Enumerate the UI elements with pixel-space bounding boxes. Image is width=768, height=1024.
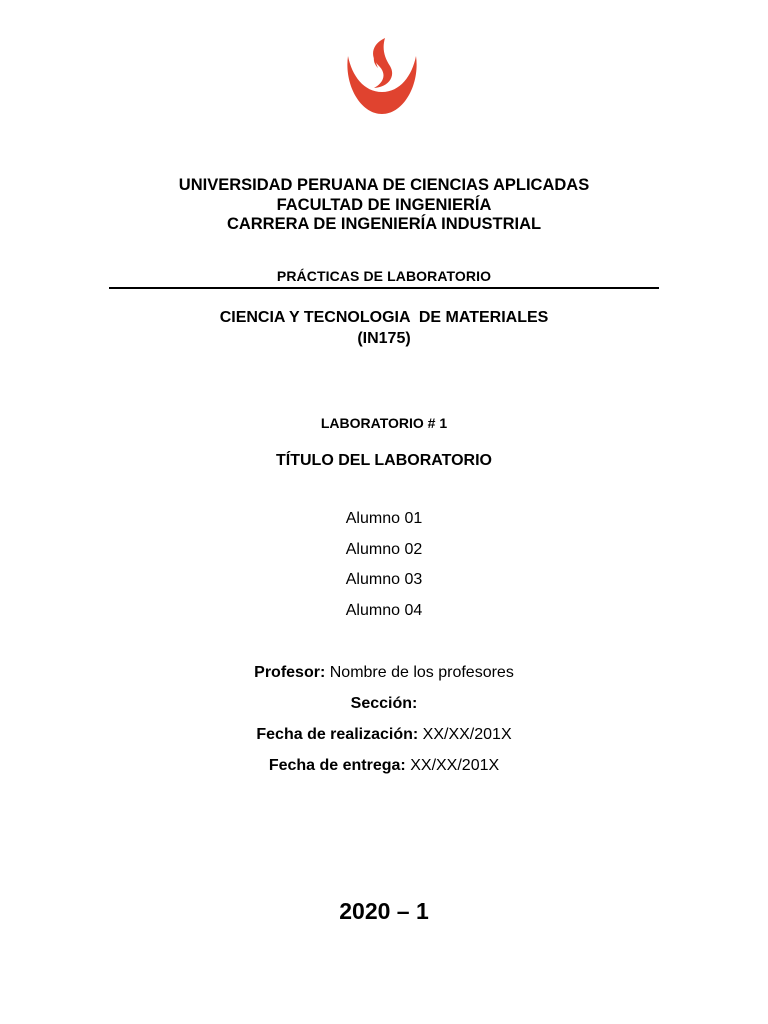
fecha-realizacion-value: XX/XX/201X bbox=[422, 726, 512, 743]
course-code: (IN175) bbox=[357, 330, 411, 347]
fecha-realizacion-line bbox=[0, 726, 768, 744]
fecha-entrega-value: XX/XX/201X bbox=[410, 757, 500, 774]
course-block bbox=[0, 307, 768, 349]
upc-flame-logo-icon bbox=[342, 36, 422, 116]
lab-number: LABORATORIO # 1 bbox=[320, 415, 448, 431]
horizontal-divider bbox=[109, 287, 659, 289]
seccion-label: Sección: bbox=[350, 695, 418, 712]
profesor-value: Nombre de los profesores bbox=[329, 664, 514, 681]
lab-title: TÍTULO DEL LABORATORIO bbox=[276, 452, 492, 469]
course-name: CIENCIA Y TECNOLOGIA DE MATERIALES bbox=[219, 309, 549, 326]
fecha-entrega-line bbox=[0, 757, 768, 775]
fecha-entrega-label: Fecha de entrega: bbox=[268, 757, 406, 774]
student-name: Alumno 02 bbox=[345, 540, 423, 558]
fecha-realizacion-label: Fecha de realización: bbox=[256, 726, 419, 743]
faculty-name: FACULTAD DE INGENIERÍA bbox=[276, 195, 492, 214]
career-name: CARRERA DE INGENIERÍA INDUSTRIAL bbox=[226, 215, 542, 233]
students-list bbox=[0, 509, 768, 632]
student-name: Alumno 04 bbox=[345, 602, 423, 620]
university-name: UNIVERSIDAD PERUANA DE CIENCIAS APLICADAS bbox=[178, 176, 590, 194]
academic-period: 2020 – 1 bbox=[339, 898, 429, 924]
student-name: Alumno 01 bbox=[345, 510, 423, 527]
student-name: Alumno 03 bbox=[345, 571, 423, 589]
profesor-label: Profesor: bbox=[254, 664, 326, 681]
seccion-line bbox=[0, 695, 768, 713]
profesor-line bbox=[0, 664, 768, 682]
institution-header bbox=[0, 176, 768, 235]
document-type: PRÁCTICAS DE LABORATORIO bbox=[276, 268, 492, 284]
